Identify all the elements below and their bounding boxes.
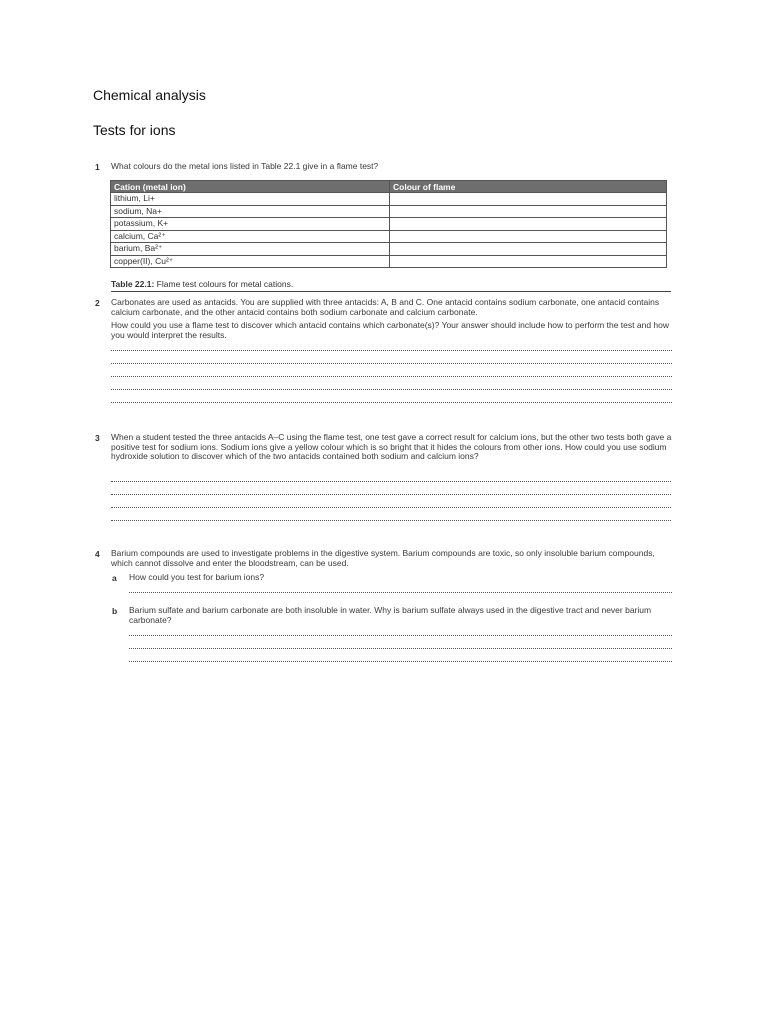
- answer-line[interactable]: [111, 350, 672, 351]
- question-4b-label: b: [112, 606, 118, 616]
- table-cell-colour-answer[interactable]: [390, 193, 667, 206]
- table-row: [111, 205, 667, 218]
- question-4-text: Barium compounds are used to investigate problems in the digestive system. Barium compounds are toxic, so only insoluble barium compounds, which cannot dissolve and enter the bloodstream, can be used.: [111, 548, 655, 568]
- table-cell-cation: potassium, K+: [111, 218, 390, 231]
- table-cell-cation: calcium, Ca²⁺: [111, 230, 390, 243]
- table-header-row: [111, 181, 667, 193]
- table-cell-cation: lithium, Li+: [111, 193, 390, 206]
- answer-line[interactable]: [111, 376, 672, 377]
- table-row: [111, 193, 667, 206]
- question-1-text: What colours do the metal ions listed in Table 22.1 give in a flame test?: [111, 161, 379, 171]
- table-cell-colour-answer[interactable]: [390, 205, 667, 218]
- question-3-text: When a student tested the three antacids A–C using the flame test, one test gave a correct result for calcium ions, but the other two tests both gave a positive test for sodium ions. Sodium ions give a yellow colour which is so bright that it hides the colours from other ions. How could you use sodium hydroxide solution to discover which of the two antacids contained both sodium and calcium ions?: [111, 432, 672, 462]
- answer-line[interactable]: [111, 481, 671, 482]
- answer-line[interactable]: [111, 402, 672, 403]
- question-4-number: 4: [95, 549, 100, 559]
- question-4b-text: Barium sulfate and barium carbonate are both insoluble in water. Why is barium sulfate always used in the digestive tract and never barium carbonate?: [129, 605, 652, 625]
- page-title: Chemical analysis: [93, 87, 206, 103]
- table-cell-cation: sodium, Na+: [111, 205, 390, 218]
- answer-line[interactable]: [111, 389, 672, 390]
- table-cell-colour-answer[interactable]: [390, 230, 667, 243]
- table-caption-label: Table 22.1:: [111, 279, 155, 289]
- table-row: [111, 230, 667, 243]
- table-cell-cation: barium, Ba²⁺: [111, 243, 390, 256]
- table-cell-colour-answer[interactable]: [390, 243, 667, 256]
- section-divider: [111, 291, 671, 292]
- answer-line[interactable]: [129, 648, 672, 649]
- table-row: [111, 218, 667, 231]
- question-3-number: 3: [95, 433, 100, 443]
- column-header-colour: Colour of flame: [390, 181, 667, 193]
- table-cell-colour-answer[interactable]: [390, 255, 667, 268]
- answer-line[interactable]: [129, 635, 672, 636]
- table-row: [111, 255, 667, 268]
- table-caption-text: Flame test colours for metal cations.: [154, 279, 294, 289]
- flame-test-table: [110, 180, 667, 268]
- question-4a-label: a: [112, 573, 117, 583]
- question-4a-text: How could you test for barium ions?: [129, 572, 265, 582]
- answer-line[interactable]: [111, 507, 671, 508]
- table-cell-colour-answer[interactable]: [390, 218, 667, 231]
- question-2-prompt: How could you use a flame test to discover which antacid contains which carbonate(s)? Your answer should include how to perform the test and how you would interpret the results.: [111, 320, 670, 340]
- answer-line[interactable]: [111, 520, 671, 521]
- answer-line[interactable]: [129, 592, 672, 593]
- column-header-cation: Cation (metal ion): [111, 181, 390, 193]
- table-row: [111, 243, 667, 256]
- answer-line[interactable]: [111, 494, 671, 495]
- answer-line[interactable]: [111, 363, 672, 364]
- table-caption: [111, 279, 293, 289]
- table-cell-cation: copper(II), Cu²⁺: [111, 255, 390, 268]
- answer-line[interactable]: [129, 661, 672, 662]
- page-subtitle: Tests for ions: [93, 122, 176, 138]
- question-1-number: 1: [95, 162, 100, 172]
- question-2-text: Carbonates are used as antacids. You are supplied with three antacids: A, B and C. One antacid contains sodium carbonate, one antacid contains calcium carbonate, and the other antacid contains both sodium carbonate and calcium carbonate.: [111, 297, 660, 317]
- question-2-number: 2: [95, 298, 100, 308]
